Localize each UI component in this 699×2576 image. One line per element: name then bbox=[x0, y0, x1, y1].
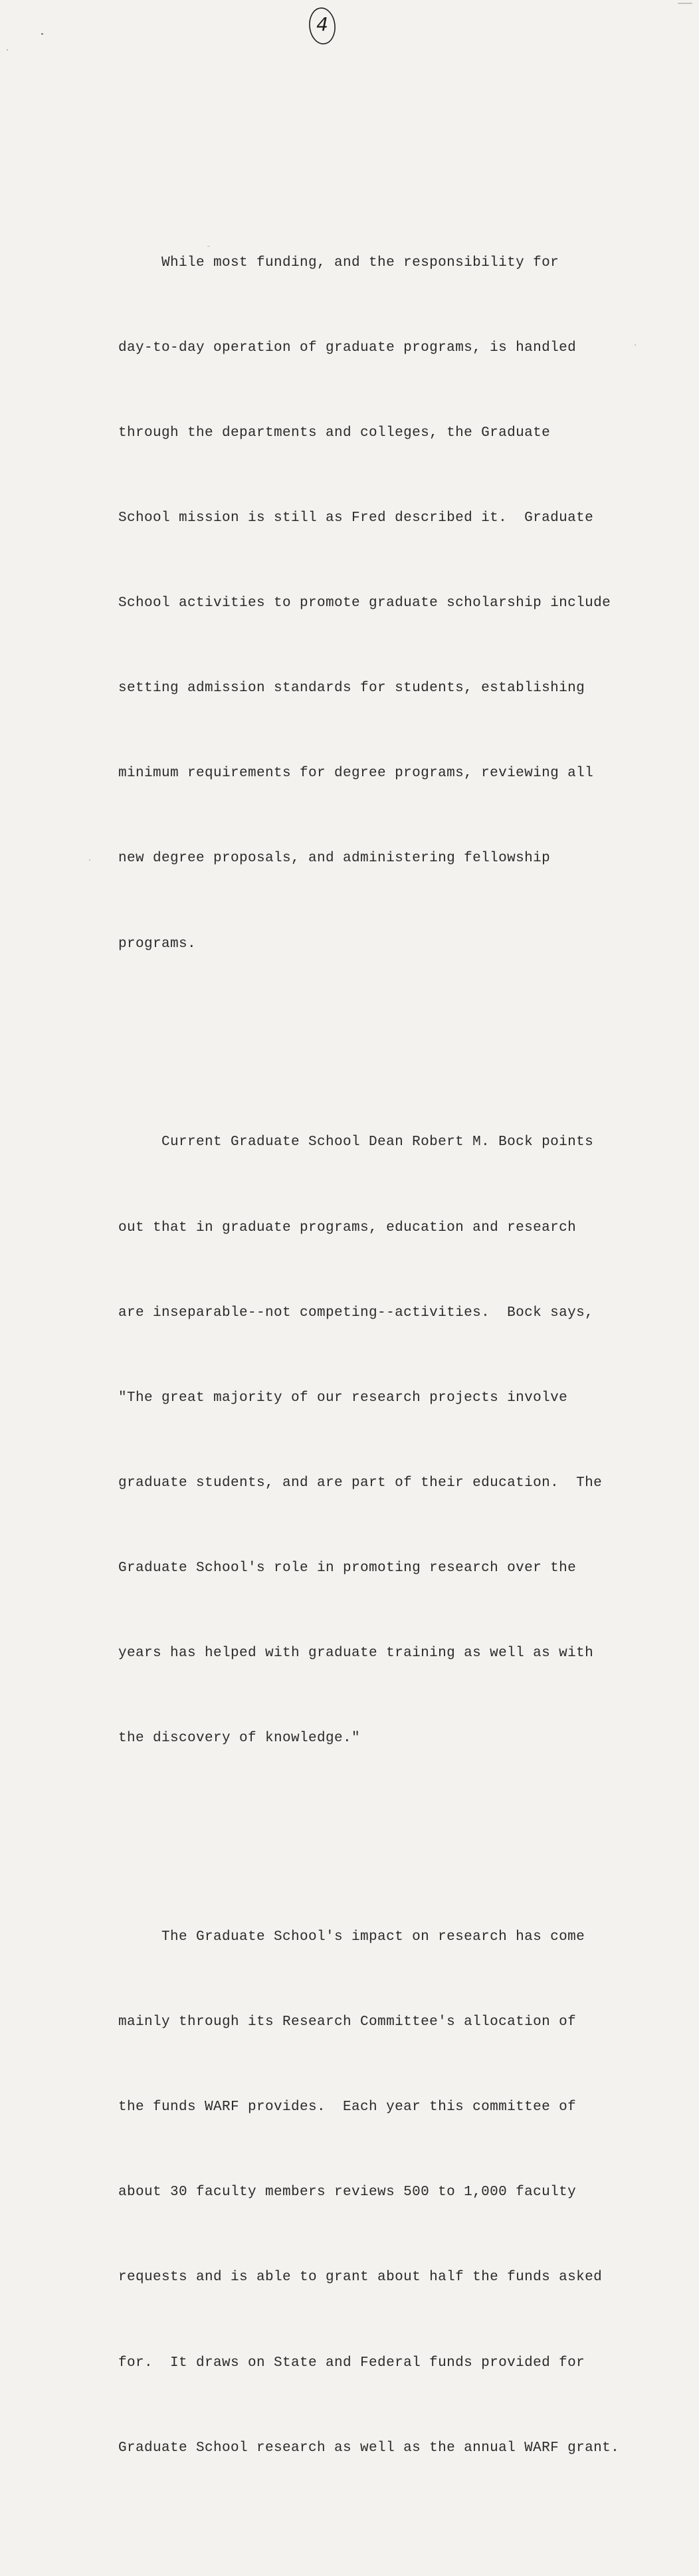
scan-speck bbox=[207, 246, 210, 247]
text-line: Graduate School research as well as the annual WARF grant. bbox=[118, 2440, 620, 2456]
text-line: about 30 faculty members reviews 500 to 1,000 faculty bbox=[118, 2185, 577, 2200]
paragraph-1 bbox=[118, 192, 623, 1015]
text-line: While most funding, and the responsibility for bbox=[118, 255, 559, 270]
text-line: Current Graduate School Dean Robert M. Bock points bbox=[118, 1134, 594, 1150]
scan-speck bbox=[41, 33, 43, 35]
text-line: years has helped with graduate training as well as with bbox=[118, 1646, 594, 1662]
scan-speck bbox=[635, 344, 636, 346]
text-line: mainly through its Research Committee's allocation of bbox=[118, 2014, 577, 2030]
text-line: for. It draws on State and Federal funds provided for bbox=[118, 2355, 585, 2371]
text-line: minimum requirements for degree programs, reviewing all bbox=[118, 766, 594, 782]
text-line: out that in graduate programs, education and research bbox=[118, 1220, 577, 1235]
paragraph-3 bbox=[118, 1867, 623, 2520]
text-line: School mission is still as Fred described it. Graduate bbox=[118, 510, 594, 526]
text-line: through the departments and colleges, the Graduate bbox=[118, 425, 551, 441]
text-line: setting admission standards for students, establishing bbox=[118, 681, 585, 697]
text-line: the discovery of knowledge." bbox=[118, 1731, 361, 1747]
text-line: Graduate School's role in promoting research over the bbox=[118, 1560, 577, 1576]
page-number-text: 4 bbox=[316, 13, 328, 35]
scan-speck bbox=[89, 859, 90, 861]
paragraph-2 bbox=[118, 1072, 623, 1810]
text-line: School activities to promote graduate scholarship include bbox=[118, 595, 611, 611]
text-line: day-to-day operation of graduate programs, is handled bbox=[118, 340, 577, 356]
handwritten-page-number bbox=[307, 5, 338, 47]
text-line: new degree proposals, and administering fellowship bbox=[118, 851, 551, 867]
text-line: requests and is able to grant about half the funds asked bbox=[118, 2270, 603, 2286]
text-line: The Graduate School's impact on research has come bbox=[118, 1929, 585, 1945]
text-line: "The great majority of our research projects involve bbox=[118, 1390, 568, 1406]
scan-speck bbox=[678, 3, 692, 4]
text-line: programs. bbox=[118, 936, 197, 952]
text-line: are inseparable--not competing--activities. Bock says, bbox=[118, 1305, 594, 1321]
text-line: the funds WARF provides. Each year this committee of bbox=[118, 2099, 577, 2115]
body-text bbox=[118, 136, 623, 2576]
scan-speck bbox=[7, 49, 8, 51]
text-line: graduate students, and are part of their education. The bbox=[118, 1475, 603, 1491]
